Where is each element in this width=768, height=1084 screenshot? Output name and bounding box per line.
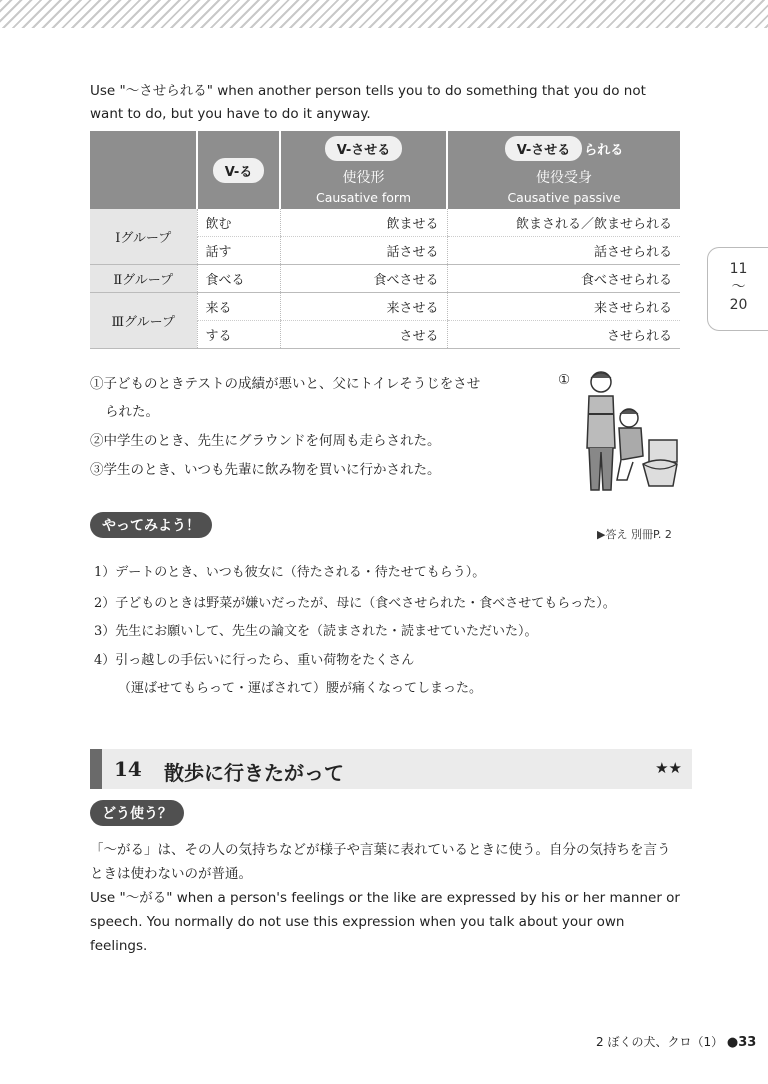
example-3: ③学生のとき、いつも先輩に飲み物を買いに行かされた。 [90,462,441,478]
difficulty-stars: ★★ [655,759,682,777]
header-empty [90,131,197,209]
group-label: Ⅲグループ [90,293,197,349]
answer-reference: ▶答え 別冊P. 2 [597,528,672,541]
page-footer [596,1033,756,1050]
group-label: Ⅱグループ [90,265,197,293]
page-number: ●33 [726,1035,757,1050]
question-2: 2）子どものときは野菜が嫌いだったが、母に（食べさせられた・食べさせてもらった）。 [94,596,616,611]
dict-cell: 食べる [197,265,280,293]
pass-cell: 話させられる [447,237,680,265]
usage-en: Use "～がる" when a person's feelings or the like are expressed by his or her manner or speech. You normally do not use this expression when you talk about your own feelings. [90,890,680,954]
caus-cell: 飲ませる [280,209,447,237]
pass-cell: 食べさせられる [447,265,680,293]
sidetab-mid: 〜 [731,279,746,295]
passive-suffix: られる [584,142,624,158]
dict-cell: する [197,321,280,349]
header-causative [280,131,447,209]
passive-jp: 使役受身 [536,169,592,186]
group-label: Ⅰグループ [90,209,197,265]
illustration-label: ① [558,372,571,388]
passive-en: Causative passive [507,189,621,205]
causative-pill: V-させる [325,136,403,161]
section-number: 14 [114,757,142,781]
question-4: 4）引っ越しの手伝いに行ったら、重い荷物をたくさん [94,653,415,668]
caus-cell: 来させる [280,293,447,321]
caus-cell: させる [280,321,447,349]
usage-explanation [90,838,680,958]
sidetab-top: 11 [729,261,748,277]
table-header-row [90,131,680,209]
dict-cell: 話す [197,237,280,265]
pass-cell: 飲まされる／飲ませられる [447,209,680,237]
usage-jp-line-2: ときは使わないのが普通。 [90,866,252,882]
header-causative-passive [447,131,680,209]
table-row [90,293,680,321]
question-1: 1）デートのとき、いつも彼女に（待たされる・待たせてもらう）。 [94,565,486,580]
sidetab-bottom: 20 [729,297,748,313]
footer-chapter: 2 ぼくの犬、クロ（1） [596,1035,724,1049]
example-2: ②中学生のとき、先生にグラウンドを何周も走らされた。 [90,433,441,449]
section-title: 散歩に行きたがって [164,761,344,785]
question-3: 3）先生にお願いして、先生の論文を（読まされた・読ませていただいた）。 [94,624,538,639]
top-hatch-band [0,0,768,28]
caus-cell: 話させる [280,237,447,265]
dict-cell: 飲む [197,209,280,237]
example-1-cont: られた。 [105,404,159,420]
usage-jp-line-1: 「～がる」は、その人の気持ちなどが様子や言葉に表れているときに使う。自分の気持ちを言う [90,842,671,858]
table-row [90,265,680,293]
question-4-cont: （運ばせてもらって・運ばされて）腰が痛くなってしまった。 [118,681,483,696]
conjugation-table [90,131,680,349]
practice-badge: やってみよう！ [90,512,212,538]
caus-cell: 食べさせる [280,265,447,293]
chapter-side-tab [707,247,768,331]
usage-badge: どう使う？ [90,800,184,826]
illustration-father-son-toilet [577,368,681,496]
example-1: ①子どものときテストの成績が悪いと、父にトイレそうじをさせ [90,376,481,392]
table-row [90,209,680,237]
dict-cell: 来る [197,293,280,321]
intro-text: Use "～させられる" when another person tells you to do something that you do not want to do, but you have to do it anyway. [90,83,646,122]
pass-cell: させられる [447,321,680,349]
pass-cell: 来させられる [447,293,680,321]
causative-en: Causative form [315,189,412,205]
section-heading [90,749,692,789]
header-dict: V-る [197,131,280,209]
passive-pill: V-させる [505,136,583,161]
causative-jp: 使役形 [342,169,385,186]
